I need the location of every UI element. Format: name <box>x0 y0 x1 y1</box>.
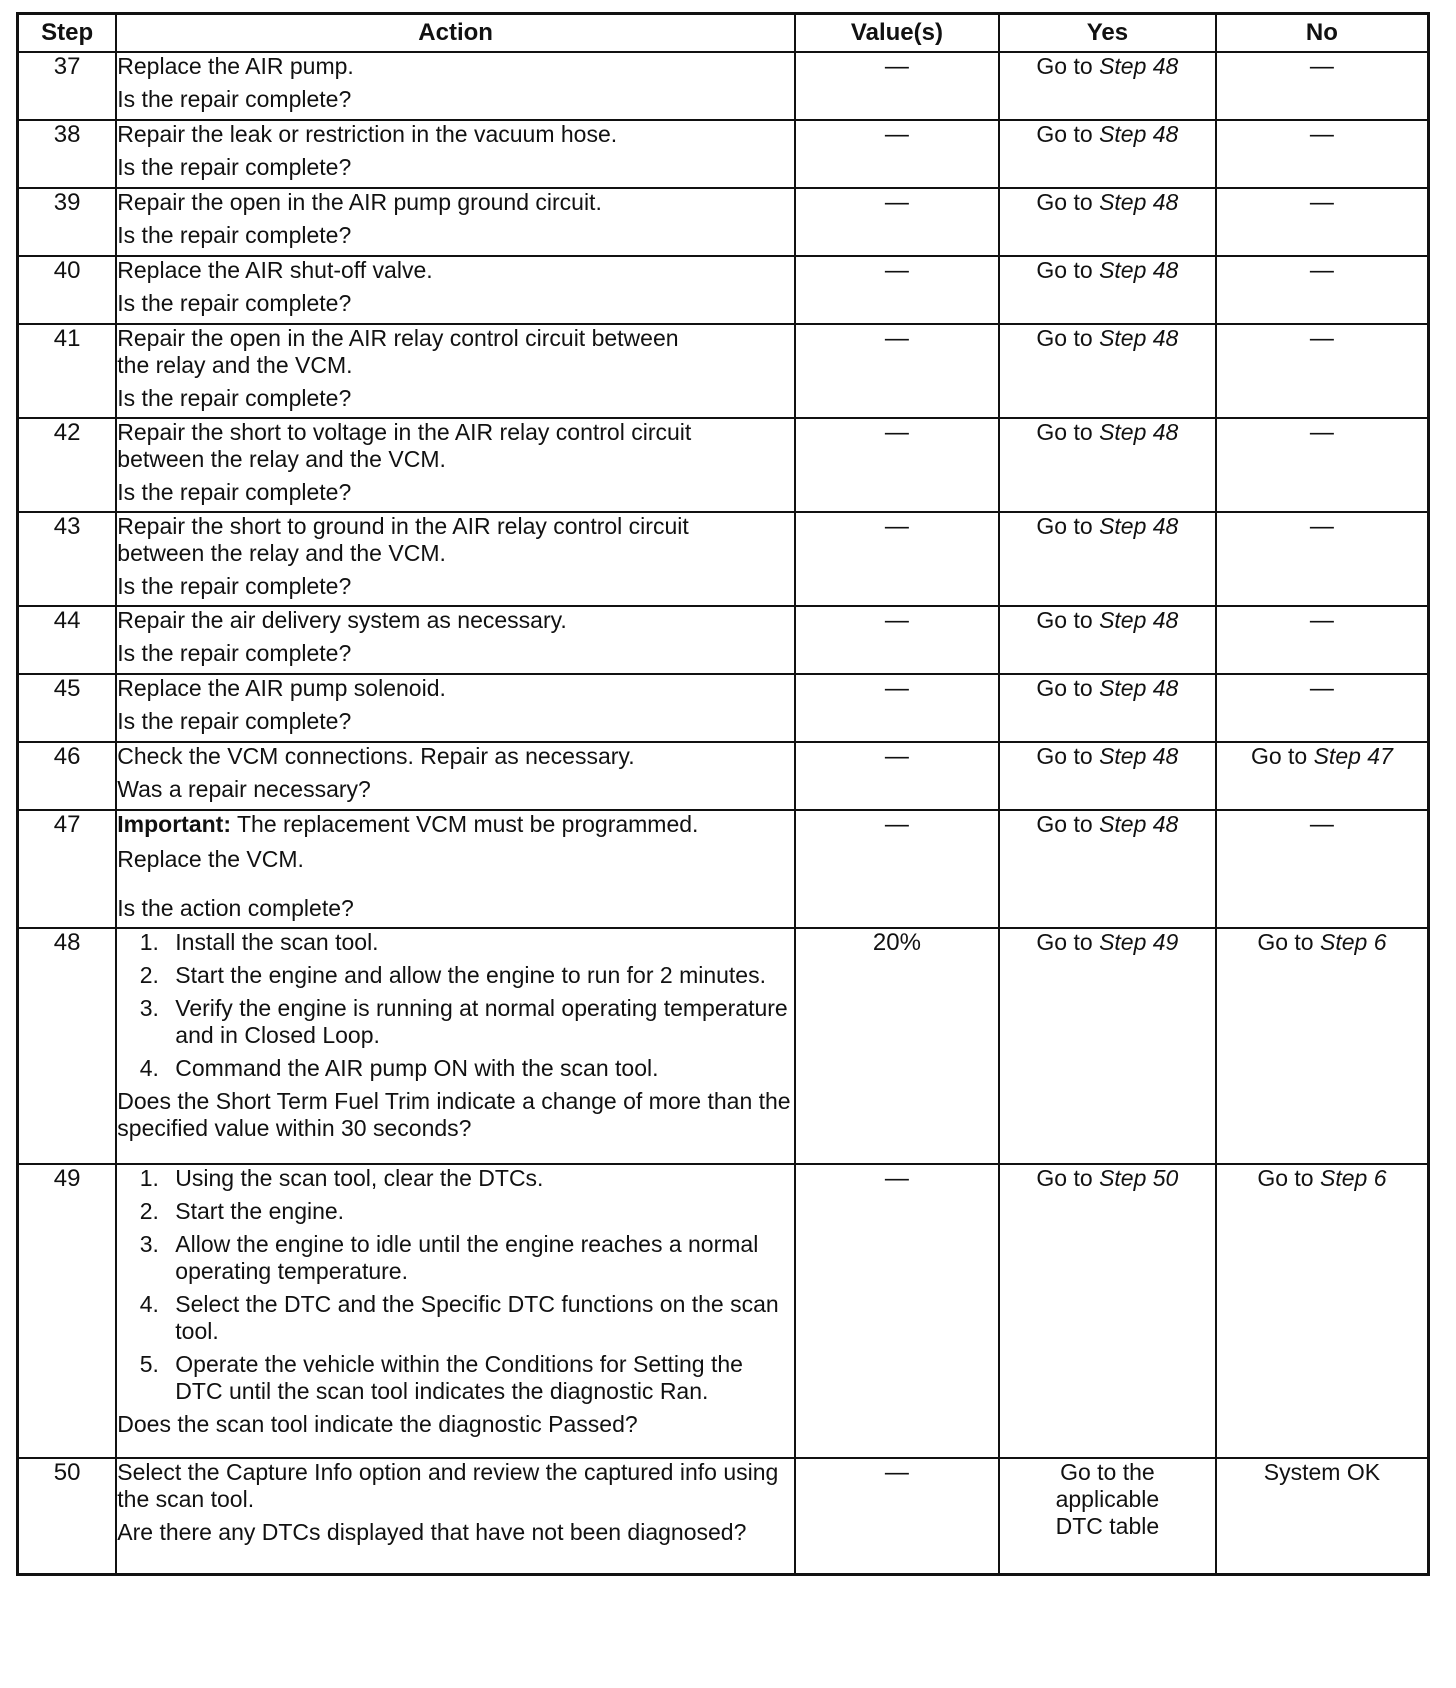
table-row-38 <box>18 120 1429 188</box>
value-cell: — <box>795 810 999 928</box>
no-cell: — <box>1216 512 1429 606</box>
table-row-37 <box>18 52 1429 120</box>
action-cell <box>116 674 795 742</box>
goto-step-link[interactable]: Step 6 <box>1320 1165 1387 1191</box>
goto-step-link[interactable]: Step 50 <box>1099 1165 1179 1191</box>
action-text: between the relay and the VCM. <box>117 446 446 472</box>
table-row-41 <box>18 324 1429 418</box>
yes-cell <box>999 324 1216 418</box>
yes-line[interactable]: DTC table <box>1055 1513 1160 1539</box>
goto-step-link[interactable]: Step 48 <box>1099 257 1179 283</box>
step-number: 45 <box>18 674 117 742</box>
table-row-50 <box>18 1458 1429 1574</box>
question-text: Is the repair complete? <box>117 708 352 734</box>
action-text: Replace the AIR pump. <box>117 53 354 79</box>
no-cell: — <box>1216 324 1429 418</box>
question-text: Is the repair complete? <box>117 154 352 180</box>
goto-prefix: Go to <box>1036 325 1093 351</box>
table-row-45 <box>18 674 1429 742</box>
question-text: Is the repair complete? <box>117 640 352 666</box>
step-number: 46 <box>18 742 117 810</box>
question-text: Is the action complete? <box>117 895 354 921</box>
yes-cell <box>999 742 1216 810</box>
no-cell <box>1216 742 1429 810</box>
value-cell: — <box>795 512 999 606</box>
goto-prefix: Go to <box>1036 929 1093 955</box>
goto-prefix: Go to <box>1257 929 1314 955</box>
goto-prefix: Go to <box>1036 121 1093 147</box>
question-text: Is the repair complete? <box>117 290 352 316</box>
goto-step-link[interactable]: Step 48 <box>1099 743 1179 769</box>
table-row-39 <box>18 188 1429 256</box>
yes-line[interactable]: applicable <box>1055 1486 1160 1512</box>
goto-step-link[interactable]: Step 49 <box>1099 929 1179 955</box>
procedure-list <box>117 1165 794 1405</box>
step-number: 37 <box>18 52 117 120</box>
table-row-49 <box>18 1164 1429 1458</box>
list-item: 1. Using the scan tool, clear the DTCs. <box>165 1165 794 1192</box>
table-row-44 <box>18 606 1429 674</box>
action-text: Repair the open in the AIR relay control circuit between <box>117 325 679 351</box>
no-cell: — <box>1216 674 1429 742</box>
table-row-43 <box>18 512 1429 606</box>
goto-prefix: Go to <box>1257 1165 1314 1191</box>
action-text: Repair the open in the AIR pump ground circuit. <box>117 189 602 215</box>
yes-cell <box>999 810 1216 928</box>
no-cell: — <box>1216 606 1429 674</box>
header-action: Action <box>116 14 795 53</box>
action-text: Repair the air delivery system as necessary. <box>117 607 567 633</box>
list-item: 3. Allow the engine to idle until the engine reaches a normal operating temperature. <box>165 1231 794 1285</box>
value-cell: — <box>795 52 999 120</box>
action-cell <box>116 120 795 188</box>
yes-line[interactable]: Go to the <box>1060 1459 1155 1485</box>
question-text: Is the repair complete? <box>117 479 352 505</box>
goto-prefix: Go to <box>1036 675 1093 701</box>
diagnostic-table <box>16 12 1430 1576</box>
important-label: Important: <box>117 811 231 837</box>
header-values: Value(s) <box>795 14 999 53</box>
list-item: 4. Command the AIR pump ON with the scan tool. <box>165 1055 794 1082</box>
value-cell: — <box>795 120 999 188</box>
no-cell: System OK <box>1216 1458 1429 1574</box>
action-cell <box>116 188 795 256</box>
action-cell <box>116 1164 795 1458</box>
action-text: Repair the leak or restriction in the vacuum hose. <box>117 121 618 147</box>
action-text: Replace the VCM. <box>117 846 304 872</box>
goto-prefix: Go to <box>1250 743 1308 769</box>
action-text: Select the Capture Info option and review the captured info using the scan tool. <box>117 1459 779 1512</box>
list-item: 2. Start the engine. <box>165 1198 794 1225</box>
important-note <box>117 811 794 838</box>
yes-cell <box>999 188 1216 256</box>
table-row-48 <box>18 928 1429 1164</box>
goto-step-link[interactable]: Step 6 <box>1320 929 1387 955</box>
yes-cell <box>999 52 1216 120</box>
step-number: 48 <box>18 928 117 1164</box>
no-cell: — <box>1216 120 1429 188</box>
value-cell: — <box>795 674 999 742</box>
list-item: 3. Verify the engine is running at normal operating temperature and in Closed Loop. <box>165 995 794 1049</box>
action-text: Repair the short to ground in the AIR relay control circuit <box>117 513 689 539</box>
yes-cell <box>999 1164 1216 1458</box>
value-cell: — <box>795 1164 999 1458</box>
no-cell <box>1216 1164 1429 1458</box>
list-item: 2. Start the engine and allow the engine to run for 2 minutes. <box>165 962 794 989</box>
header-yes: Yes <box>999 14 1216 53</box>
action-text: Replace the AIR pump solenoid. <box>117 675 446 701</box>
table-row-46 <box>18 742 1429 810</box>
step-number: 39 <box>18 188 117 256</box>
value-cell: — <box>795 324 999 418</box>
goto-step-link[interactable]: Step 47 <box>1313 743 1393 769</box>
value-cell: — <box>795 256 999 324</box>
value-cell: — <box>795 418 999 512</box>
procedure-list <box>117 929 794 1082</box>
goto-step-link[interactable]: Step 48 <box>1099 607 1179 633</box>
no-cell: — <box>1216 418 1429 512</box>
yes-cell <box>999 418 1216 512</box>
step-number: 43 <box>18 512 117 606</box>
no-cell: — <box>1216 256 1429 324</box>
question-text: Was a repair necessary? <box>117 776 371 802</box>
goto-step-link[interactable]: Step 48 <box>1099 53 1179 79</box>
goto-prefix: Go to <box>1036 513 1093 539</box>
header-no: No <box>1216 14 1429 53</box>
goto-prefix: Go to <box>1036 189 1093 215</box>
goto-step-link[interactable]: Step 48 <box>1099 513 1179 539</box>
important-text: The replacement VCM must be programmed. <box>231 811 699 837</box>
action-cell <box>116 928 795 1164</box>
yes-cell <box>999 606 1216 674</box>
action-cell <box>116 418 795 512</box>
header-step: Step <box>18 14 117 53</box>
question-text: Is the repair complete? <box>117 573 352 599</box>
step-number: 38 <box>18 120 117 188</box>
yes-cell <box>999 928 1216 1164</box>
action-cell <box>116 256 795 324</box>
action-cell <box>116 512 795 606</box>
list-item: 5. Operate the vehicle within the Conditions for Setting the DTC until the scan tool indicates the diagnostic Ran. <box>165 1351 794 1405</box>
question-text: Does the scan tool indicate the diagnostic Passed? <box>117 1411 638 1437</box>
step-number: 44 <box>18 606 117 674</box>
yes-cell <box>999 674 1216 742</box>
goto-step-link[interactable]: Step 48 <box>1099 811 1179 837</box>
goto-prefix: Go to <box>1036 257 1093 283</box>
action-cell <box>116 606 795 674</box>
goto-step-link[interactable]: Step 48 <box>1099 189 1179 215</box>
value-cell: — <box>795 742 999 810</box>
value-cell: — <box>795 606 999 674</box>
no-cell <box>1216 928 1429 1164</box>
goto-step-link[interactable]: Step 48 <box>1099 675 1179 701</box>
goto-prefix: Go to <box>1036 743 1093 769</box>
yes-cell <box>999 256 1216 324</box>
action-text: between the relay and the VCM. <box>117 540 446 566</box>
table-row-47 <box>18 810 1429 928</box>
value-cell: — <box>795 1458 999 1574</box>
question-text: Is the repair complete? <box>117 385 352 411</box>
step-number: 50 <box>18 1458 117 1574</box>
value-cell: 20% <box>795 928 999 1164</box>
goto-prefix: Go to <box>1036 811 1093 837</box>
header-row <box>18 14 1429 53</box>
value-cell: — <box>795 188 999 256</box>
question-text: Is the repair complete? <box>117 86 352 112</box>
action-text: Check the VCM connections. Repair as necessary. <box>117 743 635 769</box>
action-text: the relay and the VCM. <box>117 352 353 378</box>
goto-prefix: Go to <box>1036 419 1093 445</box>
yes-cell <box>999 1458 1216 1574</box>
goto-step-link[interactable]: Step 48 <box>1099 325 1179 351</box>
step-number: 47 <box>18 810 117 928</box>
action-cell <box>116 52 795 120</box>
question-text: Does the Short Term Fuel Trim indicate a change of more than the specified value within 30 seconds? <box>117 1088 791 1141</box>
step-number: 40 <box>18 256 117 324</box>
goto-prefix: Go to <box>1036 607 1093 633</box>
goto-step-link[interactable]: Step 48 <box>1099 121 1179 147</box>
action-cell <box>116 742 795 810</box>
table-row-40 <box>18 256 1429 324</box>
no-cell: — <box>1216 52 1429 120</box>
list-item: 1. Install the scan tool. <box>165 929 794 956</box>
action-text: Replace the AIR shut-off valve. <box>117 257 433 283</box>
question-text: Are there any DTCs displayed that have not been diagnosed? <box>117 1519 747 1545</box>
action-cell <box>116 324 795 418</box>
step-number: 41 <box>18 324 117 418</box>
question-text: Is the repair complete? <box>117 222 352 248</box>
action-cell <box>116 1458 795 1574</box>
table-body <box>18 52 1429 1574</box>
yes-cell <box>999 512 1216 606</box>
no-cell: — <box>1216 188 1429 256</box>
action-cell <box>116 810 795 928</box>
goto-prefix: Go to <box>1036 1165 1093 1191</box>
list-item: 4. Select the DTC and the Specific DTC functions on the scan tool. <box>165 1291 794 1345</box>
no-cell: — <box>1216 810 1429 928</box>
step-number: 42 <box>18 418 117 512</box>
step-number: 49 <box>18 1164 117 1458</box>
goto-prefix: Go to <box>1036 53 1093 79</box>
table-row-42 <box>18 418 1429 512</box>
action-text: Repair the short to voltage in the AIR relay control circuit <box>117 419 692 445</box>
goto-step-link[interactable]: Step 48 <box>1099 419 1179 445</box>
yes-cell <box>999 120 1216 188</box>
